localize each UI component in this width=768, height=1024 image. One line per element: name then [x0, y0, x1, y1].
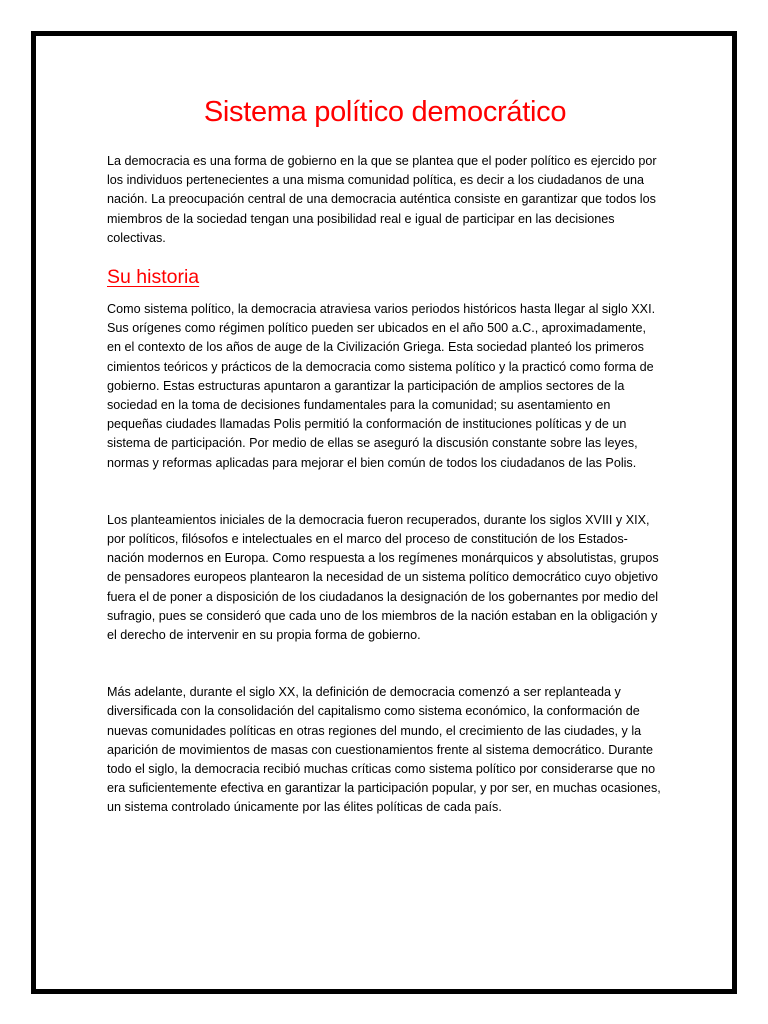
paragraph-spacer: [107, 473, 663, 511]
paragraph-spacer: [107, 645, 663, 683]
history-paragraph-2: Los planteamientos iniciales de la democracia fueron recuperados, durante los siglos XVIII y XIX, por políticos, filósofos e intelectuales en el marco del proceso de constitución de los Estados-nación modernos en Europa. Como respuesta a los regímenes monárquicos y absolutistas, grupos de pensadores europeos plantearon la necesidad de un sistema político democrático cuyo objetivo fuera el de poner a disposición de los ciudadanos la designación de los gobernantes por medio del sufragio, pues se consideró que cada uno de los miembros de la nación estaban en la obligación y el derecho de intervenir en su propia forma de gobierno.: [107, 512, 659, 643]
history-paragraph-1: Como sistema político, la democracia atraviesa varios periodos históricos hasta llegar al siglo XXI. Sus orígenes como régimen político pueden ser ubicados en el año 500 a.C., aproximadamente, en el contexto de los años de auge de la Civilización Griega. Esta sociedad planteó los primeros cimientos teóricos y prácticos de la democracia como sistema político y la practicó como forma de gobierno. Estas estructuras apuntaron a garantizar la participación de amplios sectores de la sociedad en la toma de decisiones fundamentales para la comunidad; su asentamiento en pequeñas ciudades llamadas Polis permitió la conformación de instituciones políticas y de un sistema de participación. Por medio de ellas se aseguró la discusión constante sobre las leyes, normas y reformas aplicadas para mejorar el bien común de todos los ciudadanos de las Polis.: [107, 302, 656, 470]
document-title: Sistema político democrático: [203, 96, 567, 128]
document-body: [107, 90, 663, 818]
history-paragraph-3: Más adelante, durante el siglo XX, la definición de democracia comenzó a ser replanteada y diversificada con la consolidación del capitalismo como sistema económico, la conformación de nuevas comunidades políticas en otras regiones del mundo, el crecimiento de las ciudades, y la aparición de movimientos de masas con cuestionamientos frente al sistema democrático. Durante todo el siglo, la democracia recibió muchas críticas como sistema político por considerarse que no era suficientemente efectiva en garantizar la participación popular, y por ser, en muchas ocasiones, un sistema controlado únicamente por las élites políticas de cada país.: [107, 685, 661, 815]
intro-paragraph: La democracia es una forma de gobierno en la que se plantea que el poder político es ejercido por los individuos pertenecientes a una misma comunidad política, es decir a los ciudadanos de una nación. La preocupación central de una democracia auténtica consiste en garantizar que todos los miembros de la sociedad tengan una posibilidad real e igual de participar en las decisiones colectivas.: [107, 154, 657, 245]
section-heading: Su historia: [107, 266, 200, 289]
